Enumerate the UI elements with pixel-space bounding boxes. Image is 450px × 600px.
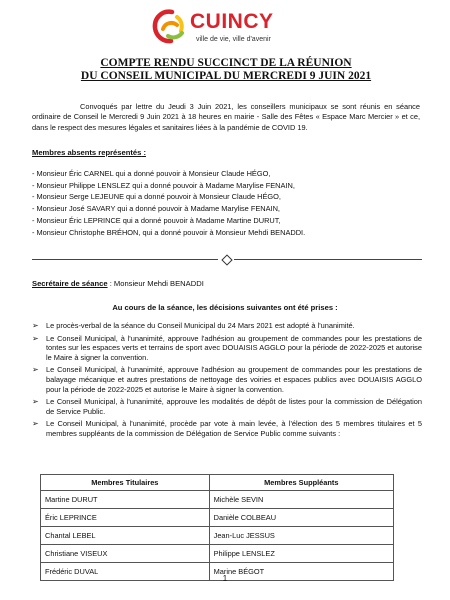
title-line-2: DU CONSEIL MUNICIPAL DU MERCREDI 9 JUIN 2021 xyxy=(80,70,372,82)
header-titulaires: Membres Titulaires xyxy=(41,475,210,491)
separator-line-right xyxy=(234,259,422,260)
absent-members-heading-colon: : xyxy=(141,148,146,157)
intro-paragraph: Convoqués par lettre du Jeudi 3 Juin 2021, les conseillers municipaux se sont réunis en séance ordinaire de Conseil le Mercredi 9 Juin 2021 à 18 heures en mairie - Salle des Fêtes « Espace Marc Mercier » et ce, dans le respect des mesures légales et sanitaires liées à la pandémie de COVID 19. xyxy=(32,102,420,132)
table-row xyxy=(41,491,394,509)
list-item: - Monsieur Éric CARNEL qui a donné pouvoir à Monsieur Claude HÉGO, xyxy=(32,169,271,178)
page-number: 1 xyxy=(222,574,228,583)
secretary-value: : Monsieur Mehdi BENADDI xyxy=(107,279,204,288)
decisions-list xyxy=(32,321,422,442)
list-item: - Monsieur José SAVARY qui a donné pouvoir à Madame Marylise FENAIN, xyxy=(32,204,280,214)
title-line-1: COMPTE RENDU SUCCINCT DE LA RÉUNION xyxy=(100,57,352,69)
arrow-bullet-icon: ➢ xyxy=(32,365,39,375)
decision-item xyxy=(32,397,422,416)
separator-line-left xyxy=(32,259,218,260)
titulaire-cell: Éric LEPRINCE xyxy=(41,509,210,527)
absent-members-heading xyxy=(32,148,146,157)
arrow-bullet-icon: ➢ xyxy=(32,333,39,343)
absent-members-list xyxy=(32,168,422,238)
decision-item xyxy=(32,365,422,394)
cuincy-logo xyxy=(150,8,300,54)
absent-members-heading-text: Membres absents représentés xyxy=(32,148,142,157)
secretary-line xyxy=(32,279,204,288)
titulaire-cell: Martine DURUT xyxy=(41,491,210,509)
decision-text: Le procès-verbal de la séance du Conseil Municipal du 24 Mars 2021 est adopté à l'unanimité. xyxy=(46,321,355,330)
decision-text: Le Conseil Municipal, à l'unanimité, approuve les modalités de dépôt de listes pour la commission de Délégation de Service Public. xyxy=(46,397,422,416)
section-separator xyxy=(32,257,422,263)
list-item: - Monsieur Philippe LENSLEZ qui a donné pouvoir à Madame Marylise FENAIN, xyxy=(32,180,295,190)
members-table xyxy=(40,474,394,581)
titulaire-cell: Chantal LEBEL xyxy=(41,527,210,545)
list-item: - Monsieur Serge LEJEUNE qui a donné pouvoir à Monsieur Claude HÉGO, xyxy=(32,192,281,202)
table-row xyxy=(41,509,394,527)
suppleant-cell: Michèle SEVIN xyxy=(209,491,393,509)
list-item: - Monsieur Christophe BRÉHON, qui a donné pouvoir à Monsieur Mehdi BENADDI. xyxy=(32,227,306,237)
table-row xyxy=(41,527,394,545)
logo-name: CUINCY xyxy=(190,10,274,33)
decision-text: Le Conseil Municipal, à l'unanimité, approuve l'adhésion au groupement de commandes pour les prestations de tontes sur les espaces verts et terrains de sport avec DOUAISIS AGGLO pour la période de 2022-2025 et autorise le Maire à signer la convention. xyxy=(46,333,422,362)
suppleant-cell: Danièle COLBEAU xyxy=(209,509,393,527)
table-row xyxy=(41,545,394,563)
logo-tagline: ville de vie, ville d'avenir xyxy=(196,36,271,43)
secretary-label: Secrétaire de séance xyxy=(32,279,108,288)
table-header-row xyxy=(41,475,394,491)
header-suppleants: Membres Suppléants xyxy=(209,475,393,491)
decisions-heading: Au cours de la séance, les décisions suivantes ont été prises : xyxy=(112,303,338,312)
decision-item xyxy=(32,321,422,331)
separator-diamond-icon xyxy=(221,254,232,265)
decision-text: Le Conseil Municipal, à l'unanimité, approuve l'adhésion au groupement de commandes pour les prestations de balayage mécanique et autres prestations de nettoyage des voiries et espaces publics avec DOUAISIS AGGLO pour la période de 2022-2025 et autorise le Maire à signer la convention. xyxy=(46,365,422,394)
titulaire-cell: Frédéric DUVAL xyxy=(41,563,210,581)
decision-text: Le Conseil Municipal, à l'unanimité, procède par vote à main levée, à l'élection des 5 membres titulaires et 5 membres suppléants de la commission de Délégation de Service Public comme suivants : xyxy=(46,419,422,438)
arrow-bullet-icon: ➢ xyxy=(32,419,39,429)
document-title xyxy=(40,57,412,83)
decision-item xyxy=(32,419,422,438)
suppleant-cell: Jean-Luc JESSUS xyxy=(209,527,393,545)
titulaire-cell: Christiane VISEUX xyxy=(41,545,210,563)
suppleant-cell: Philippe LENSLEZ xyxy=(209,545,393,563)
cuincy-logo-mark-icon xyxy=(150,8,190,48)
suppleant-cell: Marine BÉGOT xyxy=(209,563,393,581)
arrow-bullet-icon: ➢ xyxy=(32,397,39,407)
decision-item xyxy=(32,334,422,363)
list-item: - Monsieur Éric LEPRINCE qui a donné pouvoir à Madame Martine DURUT, xyxy=(32,215,281,225)
arrow-bullet-icon: ➢ xyxy=(32,321,39,330)
